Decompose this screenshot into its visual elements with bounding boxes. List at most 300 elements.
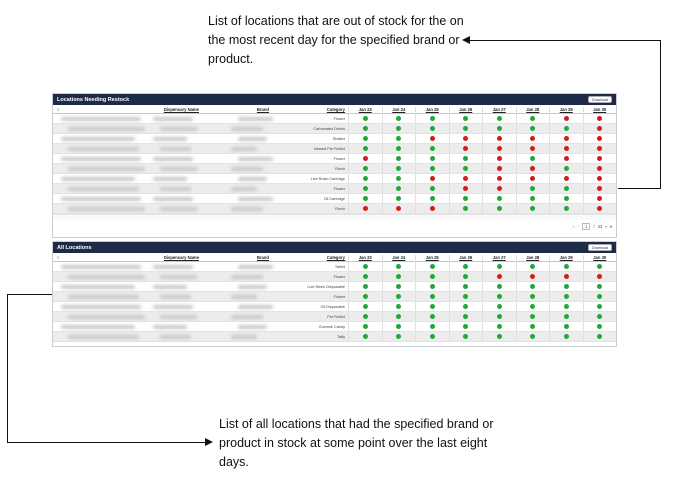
in-stock-dot-icon xyxy=(530,324,535,329)
in-stock-dot-icon xyxy=(463,304,468,309)
in-stock-dot-icon xyxy=(363,274,368,279)
day-cell xyxy=(482,164,516,173)
day-cell xyxy=(449,262,483,271)
in-stock-dot-icon xyxy=(463,196,468,201)
in-stock-dot-icon xyxy=(430,284,435,289)
day-cell xyxy=(382,322,416,331)
in-stock-dot-icon xyxy=(396,166,401,171)
redacted-text xyxy=(153,265,193,269)
day-cell xyxy=(382,332,416,341)
in-stock-dot-icon xyxy=(363,166,368,171)
day-cell xyxy=(348,124,382,133)
column-day[interactable]: Jan 23 xyxy=(348,107,382,112)
in-stock-dot-icon xyxy=(463,156,468,161)
day-cell xyxy=(583,204,617,213)
all-locations-download-button[interactable]: Download xyxy=(588,244,612,251)
out-of-stock-dot-icon xyxy=(597,126,602,131)
day-cell xyxy=(482,332,516,341)
horizontal-scrollbar[interactable] xyxy=(53,214,616,220)
category-cell: Rosin xyxy=(335,206,345,211)
redacted-text xyxy=(238,157,273,161)
all-locations-table-header xyxy=(53,253,616,262)
out-of-stock-dot-icon xyxy=(497,136,502,141)
out-of-stock-dot-icon xyxy=(463,136,468,141)
out-of-stock-dot-icon xyxy=(597,116,602,121)
day-cell xyxy=(382,154,416,163)
redacted-text xyxy=(231,315,263,319)
day-cell xyxy=(516,114,550,123)
in-stock-dot-icon xyxy=(396,196,401,201)
all-locations-panel xyxy=(52,241,617,347)
all-locations-table-body xyxy=(53,262,616,342)
in-stock-dot-icon xyxy=(530,294,535,299)
in-stock-dot-icon xyxy=(430,264,435,269)
all-locations-panel-header xyxy=(53,242,616,253)
day-cell xyxy=(583,194,617,203)
in-stock-dot-icon xyxy=(597,294,602,299)
day-cell xyxy=(382,194,416,203)
day-cell xyxy=(516,302,550,311)
in-stock-dot-icon xyxy=(597,314,602,319)
connector-top-vertical xyxy=(660,40,661,189)
day-cell xyxy=(549,272,583,281)
next-page-icon[interactable]: › xyxy=(605,223,607,229)
redacted-text xyxy=(231,275,263,279)
in-stock-dot-icon xyxy=(396,126,401,131)
day-cell xyxy=(549,154,583,163)
in-stock-dot-icon xyxy=(396,284,401,289)
in-stock-dot-icon xyxy=(430,186,435,191)
in-stock-dot-icon xyxy=(363,294,368,299)
redacted-text xyxy=(153,285,187,289)
redacted-dispensary-brand xyxy=(53,184,273,193)
redacted-text xyxy=(231,335,257,339)
out-of-stock-dot-icon xyxy=(597,196,602,201)
redacted-text xyxy=(160,167,197,171)
in-stock-dot-icon xyxy=(430,324,435,329)
restock-panel xyxy=(52,93,617,238)
category-cell: Infused Pre Rolled xyxy=(313,146,345,151)
column-day[interactable]: Jan 23 xyxy=(348,255,382,260)
pagination xyxy=(53,220,616,232)
redacted-text xyxy=(160,335,191,339)
sort-icon[interactable]: ⇕ xyxy=(56,254,60,260)
in-stock-dot-icon xyxy=(363,186,368,191)
current-page-input[interactable]: 1 xyxy=(582,223,590,230)
redacted-dispensary-brand xyxy=(53,282,273,291)
column-category[interactable]: Category xyxy=(326,106,345,112)
column-day[interactable]: Jan 29 xyxy=(549,107,583,112)
day-cell xyxy=(549,124,583,133)
day-cell xyxy=(348,322,382,331)
in-stock-dot-icon xyxy=(463,206,468,211)
day-cell xyxy=(415,114,449,123)
in-stock-dot-icon xyxy=(497,206,502,211)
day-cell xyxy=(449,312,483,321)
in-stock-dot-icon xyxy=(497,314,502,319)
day-cell xyxy=(382,312,416,321)
day-cell xyxy=(549,184,583,193)
table-row xyxy=(53,312,616,322)
day-cell xyxy=(583,134,617,143)
day-cell xyxy=(549,204,583,213)
redacted-dispensary-brand xyxy=(53,204,273,213)
day-cell xyxy=(415,134,449,143)
in-stock-dot-icon xyxy=(396,294,401,299)
day-cell xyxy=(348,282,382,291)
column-day[interactable]: Jan 26 xyxy=(449,107,483,112)
redacted-text xyxy=(160,295,191,299)
redacted-text xyxy=(61,325,135,329)
in-stock-dot-icon xyxy=(463,324,468,329)
column-day[interactable]: Jan 27 xyxy=(482,107,516,112)
annotation-restock: List of locations that are out of stock for the on the most recent day for the specified brand or product. xyxy=(208,14,464,66)
redacted-text xyxy=(68,207,145,211)
day-cell xyxy=(348,272,382,281)
day-cell xyxy=(415,322,449,331)
day-cell xyxy=(482,292,516,301)
category-cell: Oil Cartridge xyxy=(323,196,345,201)
day-cell xyxy=(583,292,617,301)
column-day[interactable]: Jan 24 xyxy=(382,255,416,260)
out-of-stock-dot-icon xyxy=(430,206,435,211)
out-of-stock-dot-icon xyxy=(430,176,435,181)
day-cell xyxy=(482,174,516,183)
redacted-text xyxy=(68,167,145,171)
out-of-stock-dot-icon xyxy=(497,186,502,191)
restock-download-button[interactable]: Download xyxy=(588,96,612,103)
day-cell xyxy=(549,134,583,143)
day-cell xyxy=(549,302,583,311)
redacted-dispensary-brand xyxy=(53,134,273,143)
in-stock-dot-icon xyxy=(430,334,435,339)
in-stock-dot-icon xyxy=(530,304,535,309)
out-of-stock-dot-icon xyxy=(564,156,569,161)
category-cell: Flower xyxy=(333,116,345,121)
in-stock-dot-icon xyxy=(564,206,569,211)
category-cell: Shatter xyxy=(332,136,345,141)
in-stock-dot-icon xyxy=(530,186,535,191)
out-of-stock-dot-icon xyxy=(363,156,368,161)
day-cell xyxy=(382,302,416,311)
in-stock-dot-icon xyxy=(463,126,468,131)
day-cell xyxy=(482,134,516,143)
table-row xyxy=(53,194,616,204)
redacted-text xyxy=(238,117,273,121)
redacted-dispensary-brand xyxy=(53,154,273,163)
day-cell xyxy=(516,174,550,183)
column-day[interactable]: Jan 25 xyxy=(415,107,449,112)
restock-table-body xyxy=(53,114,616,214)
category-cell: Gummie Candy xyxy=(318,324,345,329)
day-cell xyxy=(348,292,382,301)
day-cell xyxy=(549,332,583,341)
day-cell xyxy=(583,164,617,173)
out-of-stock-dot-icon xyxy=(497,156,502,161)
in-stock-dot-icon xyxy=(497,304,502,309)
table-row xyxy=(53,144,616,154)
column-day[interactable]: Jan 26 xyxy=(449,255,483,260)
day-cell xyxy=(516,292,550,301)
in-stock-dot-icon xyxy=(564,304,569,309)
day-cell xyxy=(583,302,617,311)
day-cell xyxy=(415,302,449,311)
day-cell xyxy=(382,124,416,133)
in-stock-dot-icon xyxy=(363,334,368,339)
day-cell xyxy=(482,144,516,153)
day-cell xyxy=(516,134,550,143)
day-cell xyxy=(415,164,449,173)
day-cell xyxy=(549,144,583,153)
day-cell xyxy=(482,204,516,213)
column-day[interactable]: Jan 25 xyxy=(415,255,449,260)
redacted-text xyxy=(61,157,141,161)
in-stock-dot-icon xyxy=(463,314,468,319)
arrowhead-left-icon xyxy=(462,36,470,44)
category-cell: Live Resin Disposable xyxy=(307,284,345,289)
day-cell xyxy=(482,194,516,203)
category-cell: Flower xyxy=(333,274,345,279)
category-cell: Tablet xyxy=(334,264,345,269)
in-stock-dot-icon xyxy=(430,274,435,279)
day-cell xyxy=(415,332,449,341)
column-day[interactable]: Jan 28 xyxy=(516,255,550,260)
prev-page-icon[interactable]: ‹ xyxy=(577,223,580,229)
day-cell xyxy=(348,184,382,193)
redacted-text xyxy=(238,265,273,269)
day-cell xyxy=(382,144,416,153)
redacted-text xyxy=(238,285,267,289)
in-stock-dot-icon xyxy=(463,284,468,289)
redacted-text xyxy=(68,295,139,299)
redacted-text xyxy=(68,315,145,319)
out-of-stock-dot-icon xyxy=(497,146,502,151)
in-stock-dot-icon xyxy=(497,264,502,269)
out-of-stock-dot-icon xyxy=(564,146,569,151)
column-day[interactable]: Jan 29 xyxy=(549,255,583,260)
day-cell xyxy=(382,114,416,123)
table-row xyxy=(53,262,616,272)
day-cell xyxy=(348,262,382,271)
in-stock-dot-icon xyxy=(430,304,435,309)
column-dispensary-name[interactable]: Dispensary Name xyxy=(163,254,199,260)
day-cell xyxy=(449,134,483,143)
day-cell xyxy=(583,114,617,123)
day-cell xyxy=(549,262,583,271)
day-cell xyxy=(482,282,516,291)
day-cell xyxy=(583,154,617,163)
out-of-stock-dot-icon xyxy=(597,166,602,171)
in-stock-dot-icon xyxy=(363,116,368,121)
redacted-text xyxy=(61,265,141,269)
redacted-text xyxy=(68,187,139,191)
day-cell xyxy=(382,184,416,193)
in-stock-dot-icon xyxy=(463,334,468,339)
day-cell xyxy=(415,312,449,321)
day-cell xyxy=(348,114,382,123)
connector-top-stub xyxy=(618,188,661,189)
column-day[interactable]: Jan 30 xyxy=(583,255,617,260)
out-of-stock-dot-icon xyxy=(597,156,602,161)
table-row xyxy=(53,322,616,332)
redacted-dispensary-brand xyxy=(53,322,273,331)
in-stock-dot-icon xyxy=(564,314,569,319)
table-row xyxy=(53,114,616,124)
day-cell xyxy=(415,262,449,271)
in-stock-dot-icon xyxy=(430,196,435,201)
day-cell xyxy=(549,292,583,301)
first-page-icon[interactable]: « xyxy=(572,223,575,229)
connector-bottom-stub xyxy=(7,294,52,295)
redacted-text xyxy=(153,197,193,201)
day-cell xyxy=(583,272,617,281)
day-cell xyxy=(482,154,516,163)
in-stock-dot-icon xyxy=(530,126,535,131)
in-stock-dot-icon xyxy=(463,116,468,121)
total-pages: 33 xyxy=(597,223,603,229)
redacted-dispensary-brand xyxy=(53,272,273,281)
in-stock-dot-icon xyxy=(396,274,401,279)
table-row xyxy=(53,164,616,174)
category-cell: Live Rosin Cartridge xyxy=(310,176,345,181)
day-cell xyxy=(348,194,382,203)
in-stock-dot-icon xyxy=(564,294,569,299)
in-stock-dot-icon xyxy=(430,146,435,151)
day-cell xyxy=(583,124,617,133)
day-cell xyxy=(482,322,516,331)
column-day[interactable]: Jan 27 xyxy=(482,255,516,260)
day-cell xyxy=(549,164,583,173)
restock-table-header xyxy=(53,105,616,114)
in-stock-dot-icon xyxy=(564,264,569,269)
column-brand[interactable]: Brand xyxy=(256,106,269,112)
redacted-text xyxy=(61,137,135,141)
out-of-stock-dot-icon xyxy=(530,136,535,141)
redacted-text xyxy=(61,285,135,289)
redacted-dispensary-brand xyxy=(53,144,273,153)
day-cell xyxy=(583,174,617,183)
in-stock-dot-icon xyxy=(564,324,569,329)
in-stock-dot-icon xyxy=(497,116,502,121)
day-cell xyxy=(449,204,483,213)
sort-icon[interactable]: ⇕ xyxy=(56,106,60,112)
in-stock-dot-icon xyxy=(463,274,468,279)
day-cell xyxy=(449,292,483,301)
column-day[interactable]: Jan 24 xyxy=(382,107,416,112)
column-brand[interactable]: Brand xyxy=(256,254,269,260)
day-cell xyxy=(382,204,416,213)
redacted-text xyxy=(160,275,197,279)
in-stock-dot-icon xyxy=(396,304,401,309)
out-of-stock-dot-icon xyxy=(497,166,502,171)
day-cell xyxy=(549,174,583,183)
in-stock-dot-icon xyxy=(430,116,435,121)
in-stock-dot-icon xyxy=(363,264,368,269)
in-stock-dot-icon xyxy=(463,264,468,269)
day-cell xyxy=(382,292,416,301)
day-cell xyxy=(482,262,516,271)
redacted-text xyxy=(160,187,191,191)
out-of-stock-dot-icon xyxy=(430,136,435,141)
in-stock-dot-icon xyxy=(530,264,535,269)
day-cell xyxy=(382,262,416,271)
day-cell xyxy=(449,302,483,311)
redacted-dispensary-brand xyxy=(53,164,273,173)
out-of-stock-dot-icon xyxy=(463,146,468,151)
day-cell xyxy=(348,144,382,153)
out-of-stock-dot-icon xyxy=(597,136,602,141)
column-category[interactable]: Category xyxy=(326,254,345,260)
day-cell xyxy=(583,322,617,331)
in-stock-dot-icon xyxy=(396,324,401,329)
in-stock-dot-icon xyxy=(597,334,602,339)
redacted-text xyxy=(68,147,139,151)
in-stock-dot-icon xyxy=(396,186,401,191)
column-day[interactable]: Jan 28 xyxy=(516,107,550,112)
out-of-stock-dot-icon xyxy=(530,274,535,279)
in-stock-dot-icon xyxy=(430,314,435,319)
day-cell xyxy=(449,144,483,153)
redacted-text xyxy=(68,335,139,339)
day-cell xyxy=(415,204,449,213)
redacted-text xyxy=(61,117,141,121)
day-cell xyxy=(449,124,483,133)
out-of-stock-dot-icon xyxy=(597,274,602,279)
in-stock-dot-icon xyxy=(396,156,401,161)
in-stock-dot-icon xyxy=(363,126,368,131)
in-stock-dot-icon xyxy=(396,334,401,339)
redacted-dispensary-brand xyxy=(53,302,273,311)
last-page-icon[interactable]: » xyxy=(609,223,612,229)
in-stock-dot-icon xyxy=(497,196,502,201)
day-cell xyxy=(415,194,449,203)
redacted-text xyxy=(231,167,263,171)
table-row xyxy=(53,184,616,194)
column-dispensary-name[interactable]: Dispensary Name xyxy=(163,106,199,112)
redacted-text xyxy=(68,127,145,131)
redacted-text xyxy=(153,157,193,161)
table-row xyxy=(53,124,616,134)
in-stock-dot-icon xyxy=(363,304,368,309)
redacted-text xyxy=(153,305,193,309)
day-cell xyxy=(382,134,416,143)
day-cell xyxy=(449,114,483,123)
redacted-dispensary-brand xyxy=(53,312,273,321)
out-of-stock-dot-icon xyxy=(564,176,569,181)
column-day[interactable]: Jan 30 xyxy=(583,107,617,112)
day-cell xyxy=(415,144,449,153)
in-stock-dot-icon xyxy=(497,334,502,339)
out-of-stock-dot-icon xyxy=(363,206,368,211)
in-stock-dot-icon xyxy=(396,264,401,269)
redacted-dispensary-brand xyxy=(53,194,273,203)
day-cell xyxy=(415,272,449,281)
day-cell xyxy=(348,312,382,321)
category-cell: Taffy xyxy=(337,334,345,339)
redacted-dispensary-brand xyxy=(53,174,273,183)
day-cell xyxy=(415,184,449,193)
day-cell xyxy=(449,164,483,173)
redacted-dispensary-brand xyxy=(53,114,273,123)
redacted-text xyxy=(160,315,197,319)
in-stock-dot-icon xyxy=(564,334,569,339)
annotation-all-locations: List of all locations that had the specified brand or product in stock at some point over the last eight days. xyxy=(219,417,494,469)
redacted-dispensary-brand xyxy=(53,124,273,133)
restock-panel-header xyxy=(53,94,616,105)
redacted-text xyxy=(61,197,141,201)
redacted-text xyxy=(231,147,257,151)
in-stock-dot-icon xyxy=(363,176,368,181)
